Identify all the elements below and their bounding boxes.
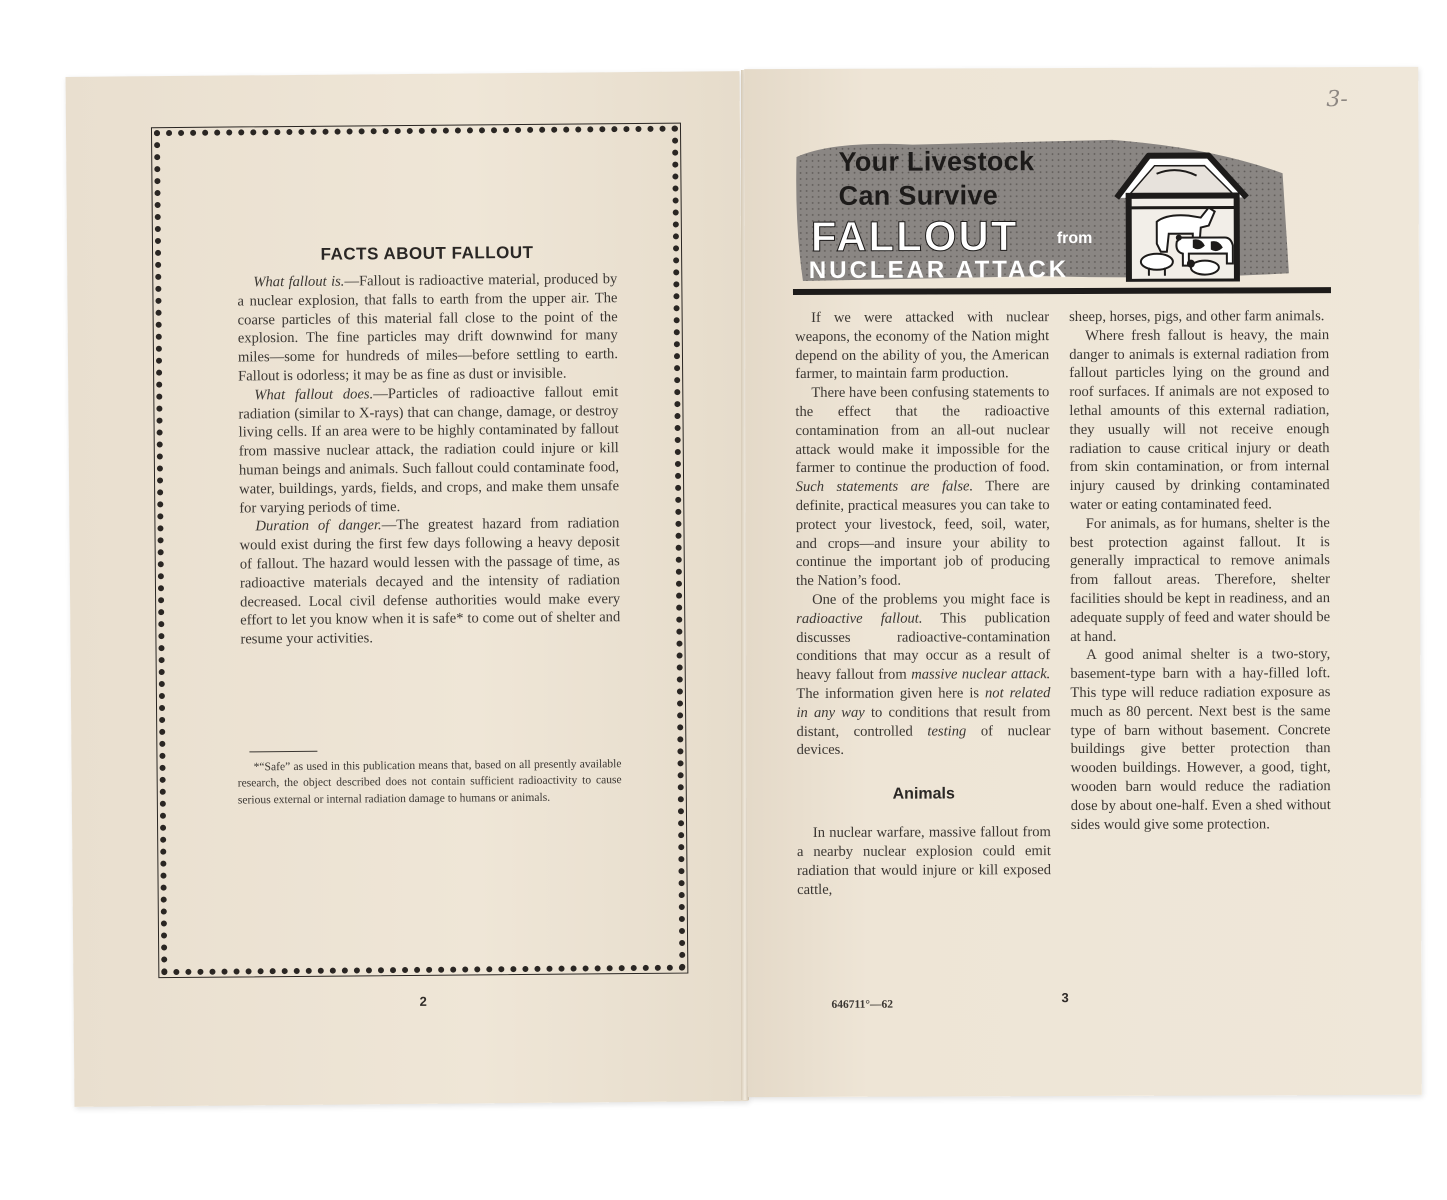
facts-title: FACTS ABOUT FALLOUT xyxy=(320,242,534,264)
facts-body xyxy=(237,270,620,649)
paragraph-what-fallout-is xyxy=(237,270,618,386)
left-page xyxy=(66,71,749,1107)
pencil-annotation: 3- xyxy=(1326,87,1348,113)
paragraph-nuclear-warfare: In nuclear warfare, massive fallout from a nearby nuclear explosion could emit radiation that would injure or kill exposed cattle, xyxy=(796,824,1052,898)
paragraph-shelter: For animals, as for humans, shelter is the best protection against fallout. It is generally impractical to remove animals from fallout areas. Therefore, shelter facilities should be kept in readiness, and an adequate supply of feed and water should be at hand. xyxy=(1069,514,1331,645)
paragraph-animal-shelter: A good animal shelter is a two-story, basement-type barn with a hay-filled loft. This type will reduce radiation exposure as much as 80 percent. Next best is the same type of barn without basement. Concrete buildings give better protection than wooden buildings. However, a good, tight, wooden barn would reduce the radiation dose by about one-half. Even a shed without sides would give some protection. xyxy=(1070,646,1331,833)
italic-span: Such statements are false. xyxy=(795,478,974,496)
right-page xyxy=(744,67,1422,1097)
text-span: There have been confusing statements to the effect that the radioactive contamination from an all-out nuclear attack would make it impossible for the farmer to continue the production of food. xyxy=(795,384,1050,477)
banner-rule xyxy=(793,287,1331,295)
barn-icon xyxy=(1096,133,1277,282)
text-span: This publication discusses radioactive-contamination conditions that may occur as a result of heavy fallout from xyxy=(796,609,1051,684)
paragraph-what-fallout-does xyxy=(238,383,619,518)
right-column-2 xyxy=(1069,307,1331,834)
text-what-fallout-does: —Particles of radioactive fallout emit radiation (similar to X-rays) that can change, damage, or destroy living cells. If an area were to be highly contaminated by fallout from massive nuclear attack, the radiation could injure or kill human beings and animals. Such fallout could contaminate food, water, buildings, yards, fields, and crops, and make them unsafe for varying periods of time. xyxy=(238,383,620,517)
text-span: The information given here is xyxy=(796,685,980,702)
page-number-right: 3 xyxy=(1061,990,1069,1006)
banner-fallout: FALLOUT xyxy=(810,212,1019,260)
animals-heading: Animals xyxy=(892,785,955,803)
banner-line-2: Can Survive xyxy=(838,180,999,211)
page-number-left: 2 xyxy=(419,993,427,1009)
term-what-fallout-does: What fallout does. xyxy=(254,386,374,404)
paragraph-farm-animals: sheep, horses, pigs, and other farm animals. xyxy=(1069,308,1325,326)
term-duration-of-danger: Duration of danger. xyxy=(255,517,382,535)
footnote-text: *“Safe” as used in this publication means that, based on all presently available research, the object described does not contain sufficient radioactivity to cause serious external or internal radiation damage to humans or animals. xyxy=(237,757,622,807)
italic-span: not related in any way xyxy=(796,685,1051,721)
italic-span: testing xyxy=(927,722,967,740)
italic-span: massive nuclear attack. xyxy=(911,666,1051,683)
term-what-fallout-is: What fallout is. xyxy=(253,273,345,291)
text-span: of nuclear devices. xyxy=(796,722,1051,759)
print-code: 646711°—62 xyxy=(831,998,893,1011)
paragraph-problems xyxy=(796,590,1051,760)
paragraph-confusing-statements xyxy=(795,383,1050,591)
text-span: One of the problems you might face is xyxy=(812,591,1051,608)
banner-line-1: Your Livestock xyxy=(838,146,1035,177)
text-what-fallout-is: —Fallout is radioactive material, produced by a nuclear explosion, that falls to earth from the upper air. The coarse particles of this material fall close to the point of the explosion. The fine particles may drift downwind for many miles—some for hundreds of miles—before settling to earth. Fallout is odorless; it may be as fine as dust or invisible. xyxy=(237,271,619,385)
title-banner xyxy=(792,133,1293,283)
text-duration-of-danger: —The greatest hazard from radiation would exist during the first few days following a heavy deposit of fallout. The hazard would lessen with the passage of time, as radioactive materials decayed and the intensity of radiation decreased. Local civil defense authorities would make every effort to let you know when it is safe* to come out of shelter and resume your activities. xyxy=(239,515,621,648)
banner-nuclear-attack: NUCLEAR ATTACK xyxy=(808,256,1070,284)
paragraph-duration-of-danger xyxy=(239,515,620,650)
italic-span: radioactive fallout. xyxy=(796,610,923,627)
banner-from: from xyxy=(1056,229,1093,248)
footnote xyxy=(237,756,621,809)
right-column-1 xyxy=(795,308,1051,899)
paragraph-fresh-fallout: Where fresh fallout is heavy, the main danger to animals is external radiation from fallout particles lying on the ground and roof surfaces. If animals are not exposed to lethal amounts of this external radiation, they usually will not receive enough radiation to cause critical injury or death from skin contamination, or from internal injury caused by drinking contaminated water or eating contaminated feed. xyxy=(1069,326,1330,514)
text-span: to conditions that result from distant, controlled xyxy=(796,703,1051,740)
paragraph-attack-economy: If we were attacked with nuclear weapons, the economy of the Nation might depend on the ability of you, the American farmer, to maintain farm production. xyxy=(795,309,1050,383)
text-span: There are definite, practical measures you can take to protect your livestock, feed, soil, water, and crops—and insure your ability to continue the important job of producing the Nation’s food. xyxy=(795,478,1050,590)
